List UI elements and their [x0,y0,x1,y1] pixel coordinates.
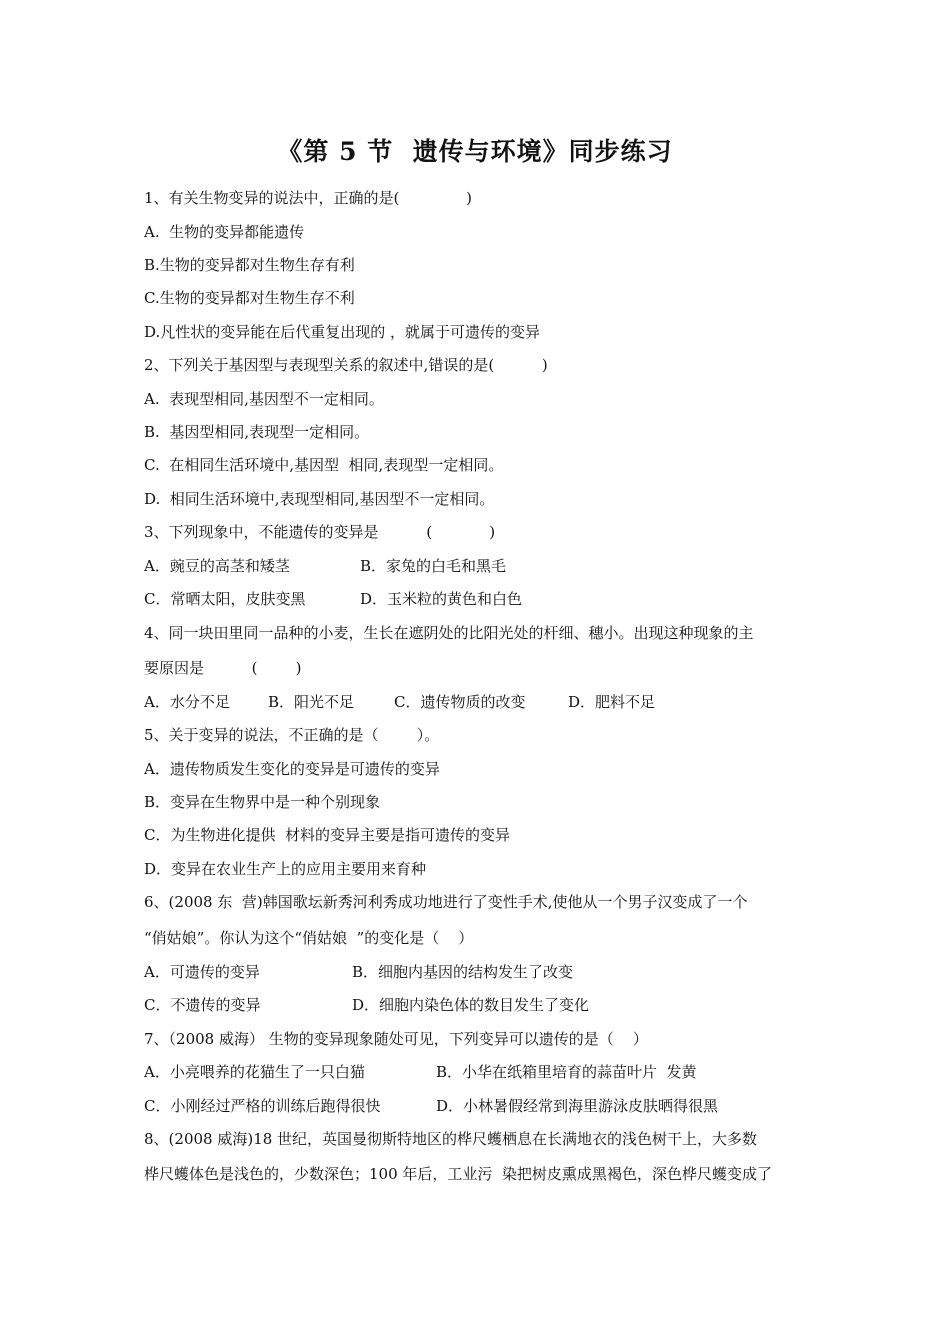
question-4-option-d: D．肥料不足 [568,693,656,711]
question-1-option-c: C.生物的变异都对生物生存不利 [144,289,355,307]
question-4-option-c: C．遗传物质的改变 [394,693,526,711]
question-4-stem-line-1: 4、同一块田里同一品种的小麦，生长在遮阴处的比阳光处的杆细、穗小。出现这种现象的主 [144,624,754,642]
question-4-option-a: A．水分不足 [144,693,230,711]
question-5-stem: 5、关于变异的说法，不正确的是（ ）。 [144,726,440,744]
question-3-option-a: A．豌豆的高茎和矮茎 [144,557,290,575]
question-2-stem: 2、下列关于基因型与表现型关系的叙述中,错误的是( ) [144,356,548,374]
question-6-option-d: D．细胞内染色体的数目发生了变化 [352,996,590,1014]
question-6-stem-line-1: 6、(2008 东 营)韩国歌坛新秀河利秀成功地进行了变性手术,使他从一个男子汉变成了一个 [144,893,748,911]
question-2-option-a: A. 表现型相同,基因型不一定相同。 [144,390,384,408]
question-1-option-a: A. 生物的变异都能遗传 [144,223,305,241]
question-5-option-c: C．为生物进化提供 材料的变异主要是指可遗传的变异 [144,826,511,844]
question-1-option-b: B.生物的变异都对生物生存有利 [144,256,355,274]
question-6-stem-line-2: “俏姑娘”。你认为这个“俏姑娘 ”的变化是（ ） [144,929,474,947]
question-4-option-b: B．阳光不足 [268,693,355,711]
question-3-option-c: C．常晒太阳，皮肤变黑 [144,590,306,608]
question-6-option-a: A．可遗传的变异 [144,963,260,981]
question-1-option-d: D.凡性状的变异能在后代重复出现的 ，就属于可遗传的变异 [144,323,541,341]
question-7-option-a: A．小亮喂养的花猫生了一只白猫 [144,1063,365,1081]
question-7-option-d: D．小林暑假经常到海里游泳皮肤晒得很黑 [436,1097,719,1115]
question-7-option-b: B．小华在纸箱里培育的蒜苗叶片 发黄 [436,1063,697,1081]
question-2-option-c: C. 在相同生活环境中,基因型 相同,表现型一定相同。 [144,456,504,474]
question-3-option-d: D．玉米粒的黄色和白色 [360,590,523,608]
question-3-stem: 3、下列现象中，不能遗传的变异是 ( ) [144,523,496,541]
question-2-option-b: B. 基因型相同,表现型一定相同。 [144,423,370,441]
question-5-option-d: D．变异在农业生产上的应用主要用来育种 [144,860,427,878]
question-8-stem-line-1: 8、(2008 威海)18 世纪，英国曼彻斯特地区的桦尺蠖栖息在长满地衣的浅色树干上，大多数 [144,1130,758,1148]
question-5-option-a: A．遗传物质发生变化的变异是可遗传的变异 [144,760,440,778]
question-4-stem-line-2: 要原因是 ( ) [144,659,302,677]
question-1-stem: 1、有关生物变异的说法中，正确的是( ) [144,189,473,207]
question-7-option-c: C．小刚经过严格的训练后跑得很快 [144,1097,381,1115]
question-3-option-b: B．家兔的白毛和黑毛 [360,557,507,575]
question-7-stem: 7、（2008 威海） 生物的变异现象随处可见，下列变异可以遗传的是（ ） [144,1030,648,1048]
question-8-stem-line-2: 桦尺蠖体色是浅色的，少数深色；100 年后，工业污 染把树皮熏成黑褐色，深色桦尺蠖变成了 [144,1165,772,1183]
page-title: 《第 5 节 遗传与环境》同步练习 [277,137,673,166]
question-6-option-c: C．不遗传的变异 [144,996,261,1014]
question-2-option-d: D. 相同生活环境中,表现型相同,基因型不一定相同。 [144,490,495,508]
question-6-option-b: B．细胞内基因的结构发生了改变 [352,963,574,981]
question-5-option-b: B．变异在生物界中是一种个别现象 [144,793,381,811]
